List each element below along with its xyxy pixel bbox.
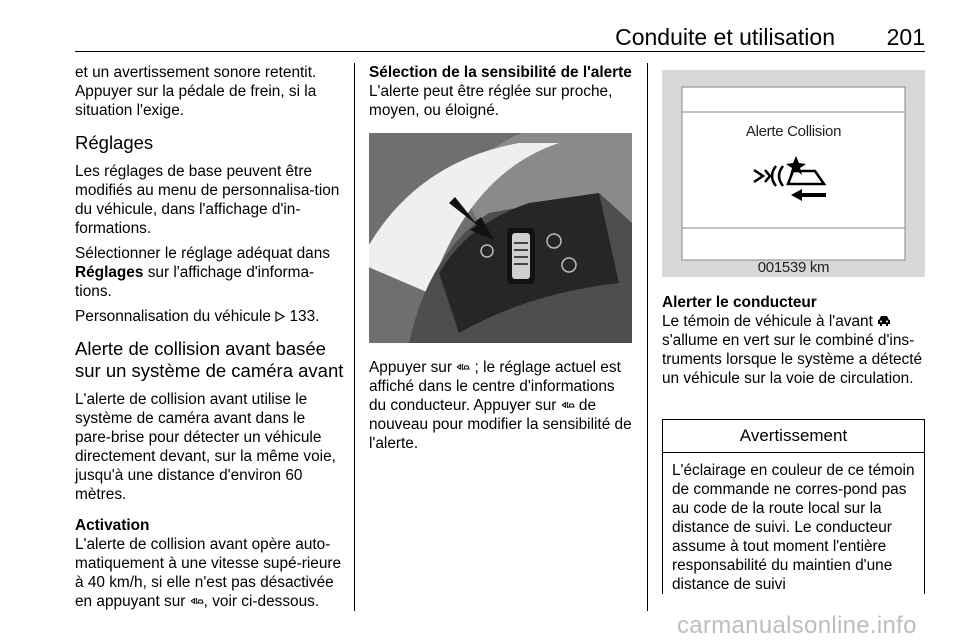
reference-text: Personnalisation du véhicule	[75, 308, 276, 325]
activation-paragraph	[75, 535, 345, 611]
heading-activation: Activation	[75, 517, 150, 534]
heading-alerte-collision: Alerte de collision avant basée sur un système de caméra avant	[75, 338, 344, 381]
watermark: carmanualsonline.info	[677, 612, 917, 639]
activation-text-end: , voir ci-dessous.	[203, 593, 320, 610]
reference-page[interactable]: 133.	[289, 308, 320, 325]
heading-alerter-conducteur: Alerter le conducteur	[662, 294, 817, 311]
alerter-paragraph	[662, 312, 927, 388]
collision-sensitivity-icon	[456, 361, 470, 373]
steering-wheel-illustration	[369, 133, 632, 343]
alerter-text-end: s'allume en vert sur le combiné d'ins-truments lorsque le système a détecté un véhicule sur la voie de circulation.	[662, 332, 923, 387]
warning-box	[662, 419, 925, 594]
running-title: Conduite et utilisation	[615, 24, 835, 50]
reglages-text: Sélectionner le réglage adéquat dans	[75, 245, 330, 262]
steering-wheel-photo	[369, 133, 632, 343]
instrument-cluster-display	[662, 70, 925, 277]
column-divider-2	[647, 63, 648, 611]
alerter-text: Le témoin de véhicule à l'avant	[662, 313, 878, 330]
heading-reglages: Réglages	[75, 132, 154, 153]
column-divider-1	[354, 63, 355, 611]
triangle-right-outline-icon	[275, 311, 285, 322]
reglages-paragraph-2	[75, 244, 345, 301]
alerte-paragraph: L'alerte de collision avant utilise le système de caméra avant dans le pare-brise pour détecter un véhicule directement devant, sur la même voie, jusqu'à une distance d'environ 60 mètres.	[75, 391, 336, 503]
appuyer-text-a: Appuyer sur	[369, 359, 457, 376]
reglages-text-end: sur l'affichage d'informa-tions.	[75, 264, 315, 300]
car-front-icon	[877, 315, 891, 327]
sensibilite-paragraph: L'alerte peut être réglée sur proche, moyen, ou éloigné.	[369, 83, 613, 119]
column-2-lower	[369, 358, 634, 453]
column-1	[75, 63, 345, 611]
appuyer-text-b: ; le réglage actuel est affiché dans le centre d'informations du conducteur. Appuyer sur	[369, 359, 621, 414]
collision-sensitivity-icon	[190, 595, 204, 607]
appuyer-text-c: de nouveau pour modifier la sensibilité de l'alerte.	[369, 397, 632, 452]
warning-title: Avertissement	[663, 420, 924, 453]
appuyer-paragraph	[369, 358, 634, 453]
header-rule	[75, 51, 925, 52]
cluster-illustration	[662, 70, 925, 277]
warning-body: L'éclairage en couleur de ce témoin de commande ne corres-pond pas au code de la route local sur la distance de suivi. Le conducteur assume à tout moment l'entière responsabilité du maintien d'une distance de suivi	[672, 462, 915, 593]
reglages-bold-term: Réglages	[75, 264, 144, 281]
reglages-paragraph-1: Les réglages de base peuvent être modifiés au menu de personnalisa-tion du véhicule, dans l'affichage d'in-formations.	[75, 163, 340, 237]
page-header	[75, 24, 925, 50]
page-number: 201	[886, 24, 925, 50]
column-2	[369, 63, 634, 120]
reglages-paragraph-3	[75, 307, 345, 326]
activation-text: L'alerte de collision avant opère auto-matiquement à une vitesse supé-rieure à 40 km/h, si elle n'est pas désactivée en appuyant sur	[75, 536, 342, 610]
intro-paragraph: et un avertissement sonore retentit. Appuyer sur la pédale de frein, si la situation l'exige.	[75, 64, 317, 119]
collision-sensitivity-icon	[561, 399, 575, 411]
heading-sensibilite: Sélection de la sensibilité de l'alerte	[369, 64, 632, 81]
cluster-alert-label: Alerte Collision	[745, 123, 842, 140]
cluster-odometer: 001539 km	[757, 259, 830, 276]
column-3	[662, 293, 927, 388]
